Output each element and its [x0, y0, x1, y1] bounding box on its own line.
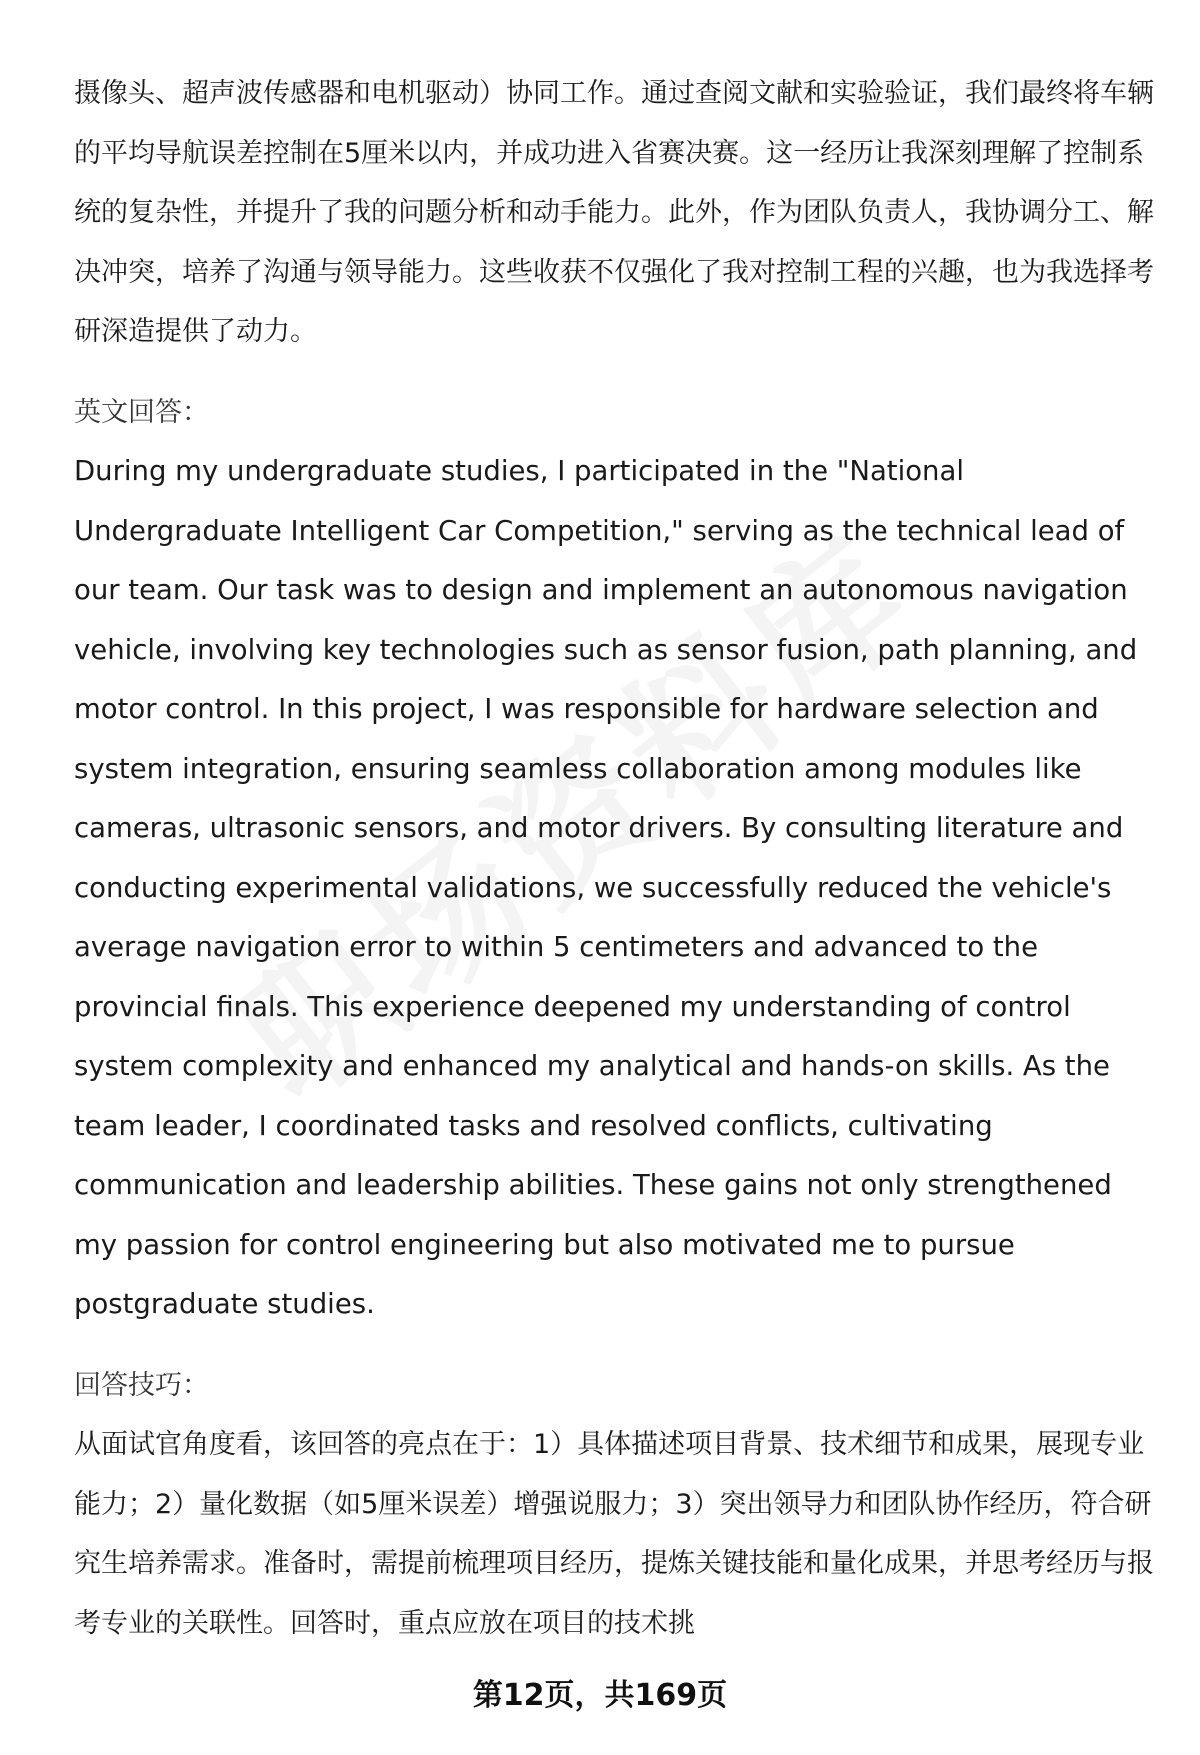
- paragraph-answer-tips: 从面试官角度看，该回答的亮点在于：1）具体描述项目背景、技术细节和成果，展现专业能力；2）量化数据（如5厘米误差）增强说服力；3）突出领导力和团队协作经历，符合研究生培养需求。准备时，需提前梳理项目经历，提炼关键技能和量化成果，并思考经历与报考专业的关联性。回答时，重点应放在项目的技术挑: [74, 1429, 1154, 1639]
- answer-tips-label: 回答技巧：: [74, 1369, 209, 1401]
- spacer: [74, 362, 1154, 383]
- spacer: [74, 1335, 1154, 1356]
- document-body: [74, 64, 1154, 1653]
- paragraph-english-answer: During my undergraduate studies, I participated in the "National Undergraduate Intelligent Car Competition," serving as the technical lead of our team. Our task was to design and implement an autonomous navigation vehicle, involving key technologies such as sensor fusion, path planning, and motor control. In this project, I was responsible for hardware selection and system integration, ensuring seamless collaboration among modules like cameras, ultrasonic sensors, and motor drivers. By consulting literature and conducting experimental validations, we successfully reduced the vehicle's average navigation error to within 5 centimeters and advanced to the provincial finals. This experience deepened my understanding of control system complexity and enhanced my analytical and hands-on skills. As the team leader, I coordinated tasks and resolved conflicts, cultivating communication and leadership abilities. These gains not only strengthened my passion for control engineering but also motivated me to pursue postgraduate studies.: [74, 455, 1138, 1320]
- english-answer-label: 英文回答：: [74, 396, 209, 428]
- paragraph-chinese-answer: 摄像头、超声波传感器和电机驱动）协同工作。通过查阅文献和实验验证，我们最终将车辆的平均导航误差控制在5厘米以内，并成功进入省赛决赛。这一经历让我深刻理解了控制系统的复杂性，并提升了我的问题分析和动手能力。此外，作为团队负责人，我协调分工、解决冲突，培养了沟通与领导能力。这些收获不仅强化了我对控制工程的兴趣，也为我选择考研深造提供了动力。: [74, 78, 1154, 347]
- page-number-footer: 第12页，共169页: [472, 1678, 728, 1713]
